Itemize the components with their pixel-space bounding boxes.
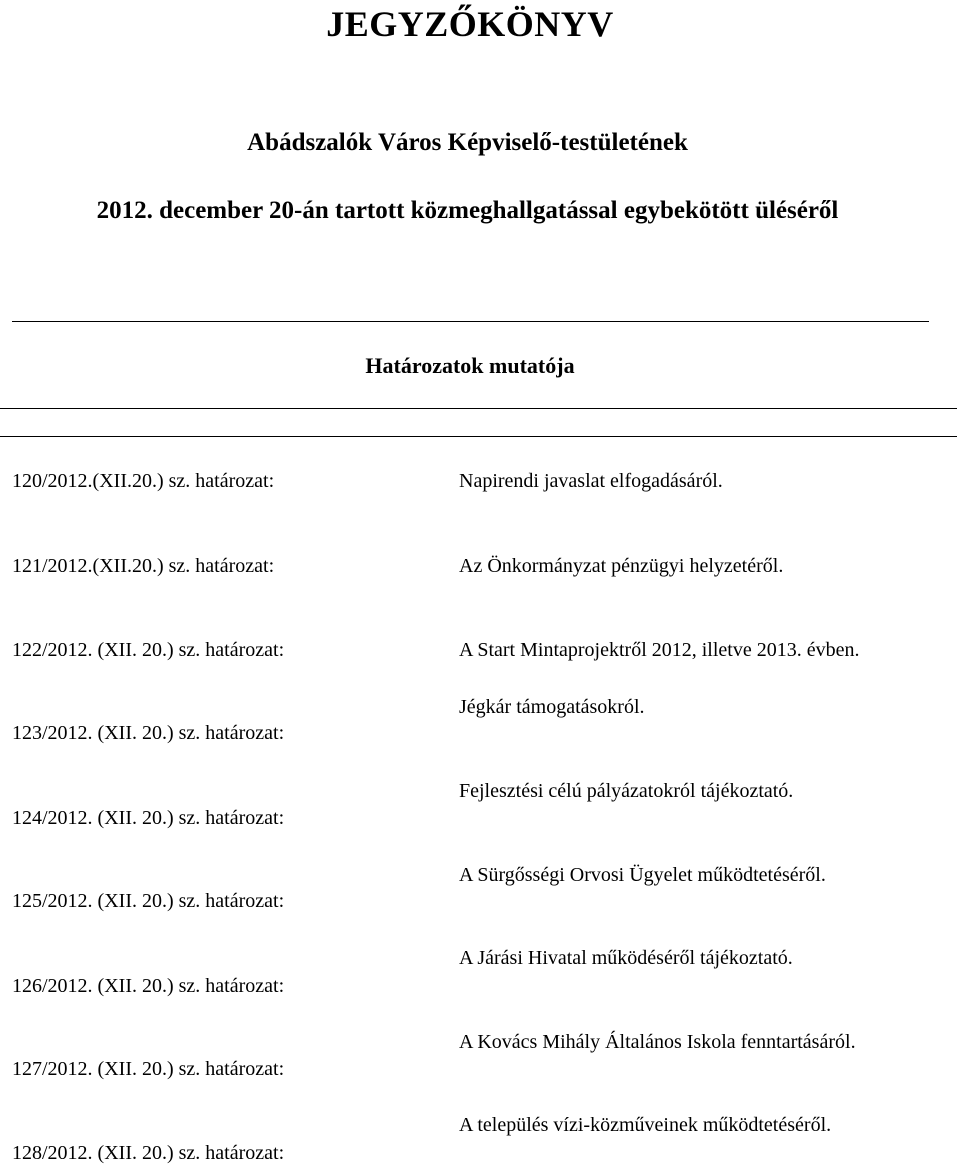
resolution-number: 124/2012. (XII. 20.) sz. határozat: bbox=[12, 807, 285, 829]
resolution-number: 121/2012.(XII.20.) sz. határozat: bbox=[12, 555, 275, 577]
divider-line bbox=[0, 408, 957, 409]
divider-line bbox=[0, 436, 957, 437]
resolution-description: Fejlesztési célú pályázatokról tájékoztató. bbox=[459, 780, 794, 802]
document-title: JEGYZŐKÖNYV bbox=[326, 4, 614, 44]
council-name: Abádszalók Város Képviselő-testületének bbox=[247, 129, 688, 156]
index-title: Határozatok mutatója bbox=[365, 353, 575, 378]
resolution-number: 123/2012. (XII. 20.) sz. határozat: bbox=[12, 722, 285, 744]
resolution-description: Jégkár támogatásokról. bbox=[459, 696, 645, 718]
resolution-number: 122/2012. (XII. 20.) sz. határozat: bbox=[12, 639, 285, 661]
resolution-description: Napirendi javaslat elfogadásáról. bbox=[459, 470, 723, 492]
resolution-description: A Kovács Mihály Általános Iskola fenntartásáról. bbox=[459, 1031, 856, 1053]
resolution-number: 120/2012.(XII.20.) sz. határozat: bbox=[12, 470, 275, 492]
resolution-description: A Sürgősségi Orvosi Ügyelet működtetéséről. bbox=[459, 864, 826, 886]
resolution-number: 126/2012. (XII. 20.) sz. határozat: bbox=[12, 975, 285, 997]
resolution-number: 127/2012. (XII. 20.) sz. határozat: bbox=[12, 1058, 285, 1080]
session-description: 2012. december 20-án tartott közmeghallgatással egybekötött üléséről bbox=[96, 197, 839, 224]
resolution-description: A Start Mintaprojektről 2012, illetve 2013. évben. bbox=[459, 639, 860, 661]
resolution-description: Az Önkormányzat pénzügyi helyzetéről. bbox=[459, 555, 784, 577]
resolution-number: 125/2012. (XII. 20.) sz. határozat: bbox=[12, 890, 285, 912]
divider-line bbox=[12, 321, 929, 322]
resolution-number: 128/2012. (XII. 20.) sz. határozat: bbox=[12, 1142, 285, 1164]
resolution-description: A Járási Hivatal működéséről tájékoztató. bbox=[459, 947, 793, 969]
resolution-description: A település vízi-közműveinek működtetéséről. bbox=[459, 1114, 832, 1136]
